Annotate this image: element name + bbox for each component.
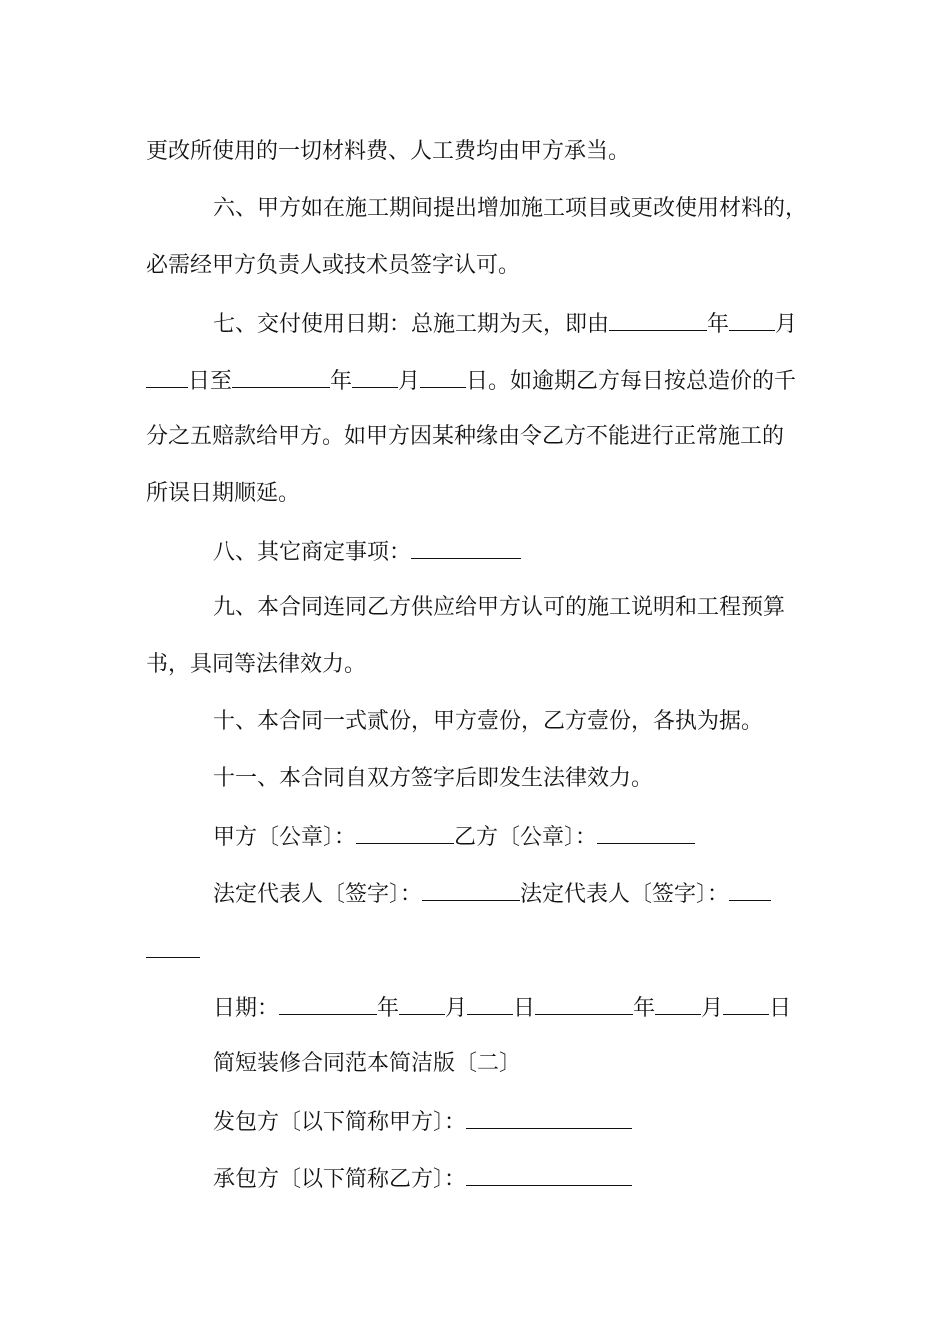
text-line <box>146 365 796 397</box>
text-line <box>146 650 366 680</box>
blank-field[interactable] <box>467 992 513 1015</box>
blank-field[interactable] <box>232 365 330 388</box>
text-line <box>213 536 521 568</box>
text-line <box>213 764 653 794</box>
employer-label: 发包方〔以下简称甲方〕： <box>213 1110 467 1135</box>
section-title: 简短装修合同范本简洁版〔二〕 <box>213 1051 522 1076</box>
clause-6-heading: 六、甲方如在施工期间提出增加施工项目或更改使用材料的， <box>213 196 808 221</box>
party-a-rep-label: 法定代表人〔签字〕： <box>213 882 423 907</box>
text-line <box>213 1163 632 1195</box>
year-label: 年 <box>330 369 353 394</box>
party-b-rep-field-continued[interactable] <box>146 935 200 958</box>
blank-field[interactable] <box>352 365 398 388</box>
clause-7-text: 分之五赔款给甲方。如甲方因某种缘由令乙方不能进行正常施工的 <box>146 424 785 449</box>
blank-field[interactable] <box>146 365 188 388</box>
month-label: 月 <box>701 996 724 1021</box>
year-label: 年 <box>707 312 730 337</box>
text-line <box>213 1049 521 1079</box>
text-line <box>146 422 784 452</box>
party-b-seal-field[interactable] <box>597 821 695 844</box>
day-to-label: 日至 <box>188 369 233 394</box>
clause-10: 十、本合同一式贰份，甲方壹份，乙方壹份，各执为据。 <box>213 709 764 734</box>
blank-field[interactable] <box>609 308 707 331</box>
month-label: 月 <box>445 996 468 1021</box>
clause-6-tail: 必需经甲方负责人或技术员签字认可。 <box>146 253 521 278</box>
text-line <box>213 593 785 623</box>
blank-field[interactable] <box>655 992 701 1015</box>
party-b-seal-label: 乙方〔公章〕： <box>454 825 598 850</box>
party-a-seal-field[interactable] <box>356 821 454 844</box>
clause-7-text: 日。如逾期乙方每日按总造价的千 <box>466 369 797 394</box>
text-line <box>213 308 797 340</box>
blank-field[interactable] <box>723 992 769 1015</box>
text-line <box>213 992 791 1024</box>
text-line <box>146 251 520 281</box>
contractor-label: 承包方〔以下简称乙方〕： <box>213 1167 467 1192</box>
clause-7-tail: 所误日期顺延。 <box>146 481 301 506</box>
clause-9-heading: 九、本合同连同乙方供应给甲方认可的施工说明和工程预算 <box>213 595 786 620</box>
blank-field[interactable] <box>279 992 377 1015</box>
employer-field[interactable] <box>466 1106 632 1129</box>
party-b-rep-label: 法定代表人〔签字〕： <box>520 882 730 907</box>
day-label: 日 <box>769 996 792 1021</box>
clause-9-tail: 书，具同等法律效力。 <box>146 652 367 677</box>
blank-field[interactable] <box>411 536 521 559</box>
text-line <box>146 137 630 167</box>
text-line <box>213 878 771 910</box>
day-label: 日 <box>513 996 536 1021</box>
text-line <box>213 821 695 853</box>
blank-field[interactable] <box>729 308 775 331</box>
contractor-field[interactable] <box>466 1163 632 1186</box>
month-label: 月 <box>775 312 798 337</box>
text-line <box>213 194 807 224</box>
text-line <box>213 707 763 737</box>
clause-5-tail: 更改所使用的一切材料费、人工费均由甲方承当。 <box>146 139 631 164</box>
year-label: 年 <box>377 996 400 1021</box>
month-label: 月 <box>398 369 421 394</box>
blank-field[interactable] <box>399 992 445 1015</box>
blank-field[interactable] <box>420 365 466 388</box>
text-line <box>213 1106 632 1138</box>
clause-7-heading: 七、交付使用日期：总施工期为天，即由 <box>213 312 610 337</box>
date-label: 日期： <box>213 996 280 1021</box>
blank-field[interactable] <box>535 992 633 1015</box>
year-label: 年 <box>633 996 656 1021</box>
clause-11: 十一、本合同自双方签字后即发生法律效力。 <box>213 766 654 791</box>
clause-8: 八、其它商定事项： <box>213 540 412 565</box>
party-b-rep-field[interactable] <box>729 878 771 901</box>
text-line <box>146 935 200 967</box>
text-line <box>146 479 300 509</box>
party-a-rep-field[interactable] <box>422 878 520 901</box>
party-a-seal-label: 甲方〔公章〕： <box>213 825 357 850</box>
